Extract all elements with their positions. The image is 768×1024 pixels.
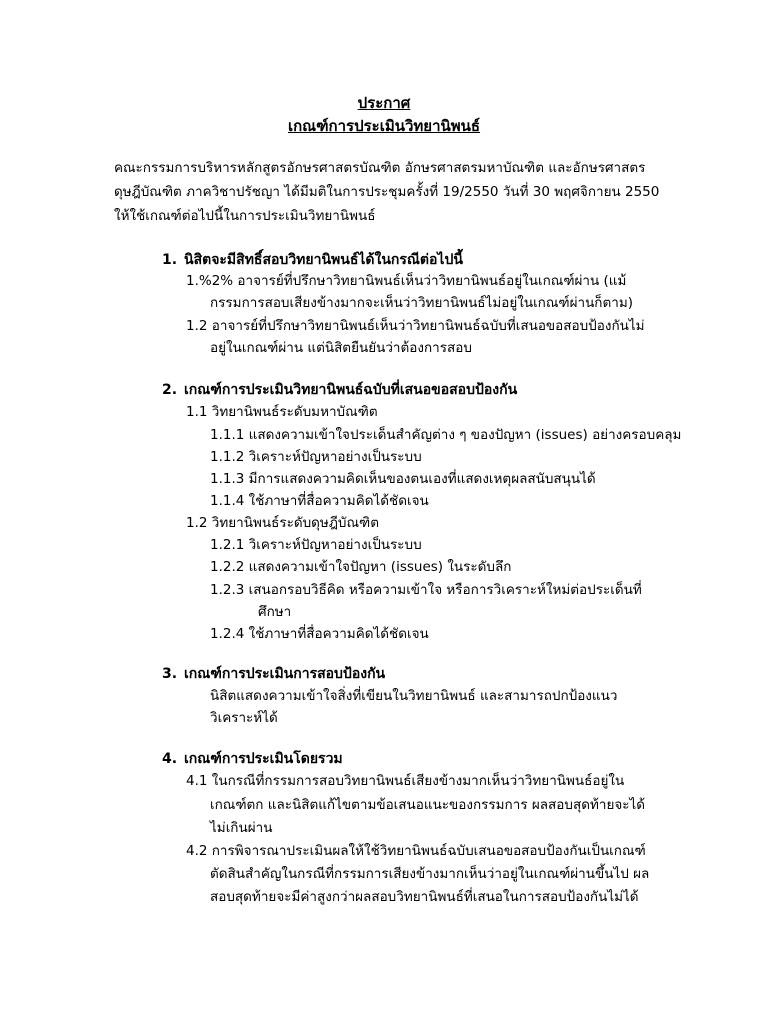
criterion-line: 1.%2% อาจารย์ที่ปรึกษาวิทยานิพนธ์เห็นว่าวิทยานิพนธ์อยู่ในเกณฑ์ผ่าน (แม้ xyxy=(186,273,627,289)
criterion-line: 4.1 ในกรณีที่กรรมการสอบวิทยานิพนธ์เสียงข้างมากเห็นว่าวิทยานิพนธ์อยู่ใน xyxy=(186,773,625,789)
section-heading xyxy=(162,250,463,270)
document-title: ประกาศ xyxy=(357,94,411,112)
intro-line: คณะกรรมการบริหารหลักสูตรอักษรศาสตรบัณฑิต อักษรศาสตรมหาบัณฑิต และอักษรศาสตร xyxy=(114,160,646,176)
section-heading-text: เกณฑ์การประเมินการสอบป้องกัน xyxy=(184,666,386,682)
intro-line: ให้ใช้เกณฑ์ต่อไปนี้ในการประเมินวิทยานิพนธ์ xyxy=(114,208,376,224)
criterion-line: 4.2 การพิจารณาประเมินผลให้ใช้วิทยานิพนธ์ฉบับเสนอขอสอบป้องกันเป็นเกณฑ์ xyxy=(186,843,646,859)
criterion-line: 1.1.4 ใช้ภาษาที่สื่อความคิดได้ชัดเจน xyxy=(210,493,429,509)
criterion-line: 1.2.2 แสดงความเข้าใจปัญหา (issues) ในระดับลึก xyxy=(210,559,512,575)
criterion-line: 1.2.4 ใช้ภาษาที่สื่อความคิดได้ชัดเจน xyxy=(210,626,429,642)
section-heading-text: เกณฑ์การประเมินโดยรวม xyxy=(184,751,343,767)
section-heading-text: เกณฑ์การประเมินวิทยานิพนธ์ฉบับที่เสนอขอสอบป้องกัน xyxy=(184,382,518,398)
section-heading xyxy=(162,664,385,684)
section-heading-text: นิสิตจะมีสิทธิ์สอบวิทยานิพนธ์ได้ในกรณีต่อไปนี้ xyxy=(184,252,463,268)
criterion-line: สอบสุดท้ายจะมีค่าสูงกว่าผลสอบวิทยานิพนธ์ที่เสนอในการสอบป้องกันไม่ได้ xyxy=(210,889,639,905)
criterion-line: 1.1.2 วิเคราะห์ปัญหาอย่างเป็นระบบ xyxy=(210,449,422,465)
criterion-line: 1.2 วิทยานิพนธ์ระดับดุษฎีบัณฑิต xyxy=(186,515,379,531)
criterion-line: อยู่ในเกณฑ์ผ่าน แต่นิสิตยืนยันว่าต้องการสอบ xyxy=(210,340,472,356)
criterion-line: นิสิตแสดงความเข้าใจสิ่งที่เขียนในวิทยานิพนธ์ และสามารถปกป้องแนว xyxy=(210,688,618,704)
criterion-line: ไม่เกินผ่าน xyxy=(210,820,273,836)
document-subtitle: เกณฑ์การประเมินวิทยานิพนธ์ xyxy=(287,117,481,135)
criterion-line: ตัดสินสำคัญในกรณีที่กรรมการเสียงข้างมากเห็นว่าอยู่ในเกณฑ์ผ่านขึ้นไป ผล xyxy=(210,866,650,882)
section-number: 3. xyxy=(162,666,178,682)
criterion-line: เกณฑ์ตก และนิสิตแก้ไขตามข้อเสนอแนะของกรรมการ ผลสอบสุดท้ายจะได้ xyxy=(210,797,646,813)
criterion-line: ศึกษา xyxy=(258,604,292,620)
criterion-line: วิเคราะห์ได้ xyxy=(210,710,278,726)
criterion-line: 1.2.1 วิเคราะห์ปัญหาอย่างเป็นระบบ xyxy=(210,537,422,553)
criterion-line: 1.1.1 แสดงความเข้าใจประเด็นสำคัญต่าง ๆ ของปัญหา (issues) อย่างครอบคลุม xyxy=(210,427,682,443)
criterion-line: 1.1 วิทยานิพนธ์ระดับมหาบัณฑิต xyxy=(186,404,378,420)
criterion-line: 1.1.3 มีการแสดงความคิดเห็นของตนเองที่แสดงเหตุผลสนับสนุนได้ xyxy=(210,471,596,487)
section-number: 2. xyxy=(162,382,178,398)
section-heading xyxy=(162,749,343,769)
criterion-line: กรรมการสอบเสียงข้างมากจะเห็นว่าวิทยานิพนธ์ไม่อยู่ในเกณฑ์ผ่านก็ตาม) xyxy=(210,295,633,311)
section-number: 1. xyxy=(162,252,178,268)
criterion-line: 1.2 อาจารย์ที่ปรึกษาวิทยานิพนธ์เห็นว่าวิทยานิพนธ์ฉบับที่เสนอขอสอบป้องกันไม่ xyxy=(186,318,645,334)
criterion-line: 1.2.3 เสนอกรอบวิธีคิด หรือความเข้าใจ หรือการวิเคราะห์ใหม่ต่อประเด็นที่ xyxy=(210,582,642,598)
section-number: 4. xyxy=(162,751,178,767)
section-heading xyxy=(162,380,517,400)
intro-line: ดุษฎีบัณฑิต ภาควิชาปรัชญา ได้มีมติในการประชุมครั้งที่ 19/2550 วันที่ 30 พฤศจิกายน 2550 xyxy=(114,184,660,200)
